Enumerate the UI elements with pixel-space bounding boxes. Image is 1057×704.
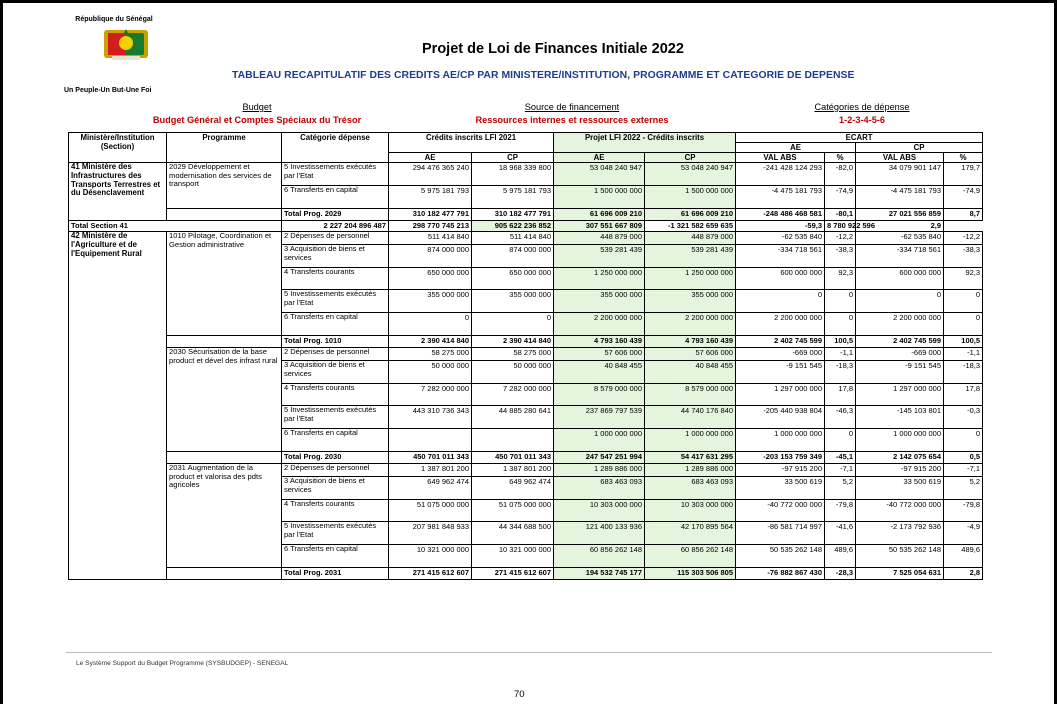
value-cell: 0 <box>944 290 983 313</box>
value-cell: 57 606 000 <box>554 348 645 361</box>
value-cell: 58 275 000 <box>389 348 472 361</box>
value-cell: 2,8 <box>944 568 983 580</box>
value-cell: 650 000 000 <box>472 268 554 290</box>
program-cell: 2029 Développement et modernisation des services de transport <box>167 163 282 209</box>
value-cell: 8,7 <box>944 209 983 221</box>
value-cell: 2 200 000 000 <box>645 313 736 336</box>
value-cell: 0 <box>825 429 856 452</box>
value-cell: 443 310 736 343 <box>389 406 472 429</box>
category-cell: 3 Acquisition de biens et services <box>282 477 389 500</box>
value-cell: 355 000 000 <box>645 290 736 313</box>
value-cell: 1 297 000 000 <box>856 384 944 406</box>
value-cell: 247 547 251 994 <box>554 452 645 464</box>
value-cell: -7,1 <box>944 464 983 477</box>
value-cell: 1 000 000 000 <box>554 429 645 452</box>
value-cell: -40 772 000 000 <box>736 500 825 522</box>
value-cell: 2 390 414 840 <box>389 336 472 348</box>
value-cell: 355 000 000 <box>472 290 554 313</box>
value-cell <box>472 429 554 452</box>
expense-categories-value: 1-2-3-4-5-6 <box>839 115 885 125</box>
value-cell <box>389 429 472 452</box>
category-cell: 5 Investissements exécutés par l'Etat <box>282 522 389 545</box>
value-cell: -82,0 <box>825 163 856 186</box>
program-total-row <box>69 452 983 464</box>
value-cell: 2,9 <box>856 221 944 232</box>
program-total-row <box>69 336 983 348</box>
value-cell: -2 173 792 936 <box>856 522 944 545</box>
value-cell: -86 581 714 997 <box>736 522 825 545</box>
value-cell: -74,9 <box>825 186 856 209</box>
value-cell: 7 282 000 000 <box>472 384 554 406</box>
category-cell: 4 Transferts courants <box>282 500 389 522</box>
value-cell: 0 <box>944 429 983 452</box>
value-cell: -97 915 200 <box>856 464 944 477</box>
value-cell: 874 000 000 <box>389 245 472 268</box>
value-cell: 600 000 000 <box>856 268 944 290</box>
value-cell: 50 000 000 <box>389 361 472 384</box>
value-cell: 60 856 262 148 <box>645 545 736 568</box>
value-cell: -74,9 <box>944 186 983 209</box>
value-cell: -12,2 <box>825 232 856 245</box>
col-ecart-ae-pct: % <box>825 153 856 163</box>
value-cell: 271 415 612 607 <box>472 568 554 580</box>
category-cell: 4 Transferts courants <box>282 268 389 290</box>
value-cell: -205 440 938 804 <box>736 406 825 429</box>
expense-categories-block <box>762 102 962 125</box>
value-cell: 2 200 000 000 <box>856 313 944 336</box>
table-row <box>69 232 983 245</box>
value-cell: 100,5 <box>944 336 983 348</box>
value-cell: 0 <box>389 313 472 336</box>
value-cell: 10 303 000 000 <box>554 500 645 522</box>
national-motto: Un Peuple-Un But-Une Foi <box>64 87 152 94</box>
value-cell: 450 701 011 343 <box>389 452 472 464</box>
value-cell: 310 182 477 791 <box>389 209 472 221</box>
value-cell: 683 463 093 <box>645 477 736 500</box>
country-name: République du Sénégal <box>75 16 153 23</box>
value-cell: 40 848 455 <box>645 361 736 384</box>
category-cell: 6 Transferts en capital <box>282 313 389 336</box>
value-cell: -7,1 <box>825 464 856 477</box>
value-cell: 355 000 000 <box>554 290 645 313</box>
value-cell: 57 606 000 <box>645 348 736 361</box>
value-cell: 60 856 262 148 <box>554 545 645 568</box>
value-cell: 649 962 474 <box>389 477 472 500</box>
value-cell: 7 282 000 000 <box>389 384 472 406</box>
program-total-label: Total Prog. 2030 <box>282 452 389 464</box>
value-cell: -334 718 561 <box>856 245 944 268</box>
value-cell: 489,6 <box>944 545 983 568</box>
category-cell: 5 Investissements exécutés par l'Etat <box>282 163 389 186</box>
value-cell: 650 000 000 <box>389 268 472 290</box>
value-cell: 2 402 745 599 <box>736 336 825 348</box>
col-ecart-ae-valabs: VAL ABS <box>736 153 825 163</box>
value-cell: 10 303 000 000 <box>645 500 736 522</box>
value-cell: -1 321 582 659 635 <box>645 221 736 232</box>
value-cell: 0 <box>736 290 825 313</box>
section-total-label: Total Section 41 <box>69 221 282 232</box>
value-cell: 307 551 667 809 <box>554 221 645 232</box>
value-cell: -248 486 468 581 <box>736 209 825 221</box>
section-total-row <box>69 221 983 232</box>
value-cell: 34 079 901 147 <box>856 163 944 186</box>
value-cell: 10 321 000 000 <box>472 545 554 568</box>
value-cell: 27 021 556 859 <box>856 209 944 221</box>
col-ecart-ae: AE <box>736 143 856 153</box>
category-cell: 5 Investissements exécutés par l'Etat <box>282 406 389 429</box>
value-cell: 2 227 204 896 487 <box>282 221 389 232</box>
value-cell: -0,3 <box>944 406 983 429</box>
value-cell: 53 048 240 947 <box>554 163 645 186</box>
value-cell: -4 475 181 793 <box>736 186 825 209</box>
value-cell: 44 344 688 500 <box>472 522 554 545</box>
value-cell: 17,8 <box>825 384 856 406</box>
budget-value: Budget Général et Comptes Spéciaux du Trésor <box>152 115 362 125</box>
value-cell: -28,3 <box>825 568 856 580</box>
value-cell: 649 962 474 <box>472 477 554 500</box>
funding-source-label: Source de financement <box>524 102 620 112</box>
value-cell: 50 535 262 148 <box>856 545 944 568</box>
category-cell: 6 Transferts en capital <box>282 545 389 568</box>
value-cell: 298 770 745 213 <box>389 221 472 232</box>
value-cell: 511 414 840 <box>389 232 472 245</box>
category-cell: 4 Transferts courants <box>282 384 389 406</box>
frame-left-border <box>0 0 3 704</box>
value-cell: 0,5 <box>944 452 983 464</box>
ministry-cell: 42 Ministère de l'Agriculture et de l'Equipement Rural <box>69 232 167 580</box>
value-cell: -46,3 <box>825 406 856 429</box>
value-cell: 0 <box>825 290 856 313</box>
funding-source-block <box>442 102 702 125</box>
header-row-1 <box>69 133 983 143</box>
value-cell: 2 402 745 599 <box>856 336 944 348</box>
value-cell: -669 000 <box>856 348 944 361</box>
category-cell: 6 Transferts en capital <box>282 429 389 452</box>
col-categorie: Catégorie dépense <box>282 133 389 163</box>
value-cell: -38,3 <box>825 245 856 268</box>
value-cell: 448 879 000 <box>645 232 736 245</box>
program-cell: 2031 Augmentation de la product et valorisa des pdts agricoles <box>167 464 282 568</box>
value-cell: 539 281 439 <box>645 245 736 268</box>
value-cell: 121 400 133 936 <box>554 522 645 545</box>
value-cell: 448 879 000 <box>554 232 645 245</box>
col-ministere: Ministère/Institution (Section) <box>69 133 167 163</box>
table-row <box>69 163 983 186</box>
value-cell: 0 <box>856 290 944 313</box>
footer-system-name: Le Système Support du Budget Programme (SYSBUDGEP) - SENEGAL <box>76 660 289 667</box>
value-cell: -76 882 867 430 <box>736 568 825 580</box>
value-cell: 53 048 240 947 <box>645 163 736 186</box>
value-cell: 61 696 009 210 <box>554 209 645 221</box>
coat-of-arms-icon <box>104 27 148 61</box>
budget-label: Budget <box>242 102 272 112</box>
value-cell: -41,6 <box>825 522 856 545</box>
value-cell: 310 182 477 791 <box>472 209 554 221</box>
value-cell: -45,1 <box>825 452 856 464</box>
program-total-spacer <box>167 568 282 580</box>
frame-top-border <box>0 0 1057 3</box>
value-cell: 450 701 011 343 <box>472 452 554 464</box>
value-cell: 355 000 000 <box>389 290 472 313</box>
funding-source-value: Ressources internes et ressources externes <box>475 115 669 125</box>
col-plfi2022-cp: CP <box>645 153 736 163</box>
value-cell: 2 142 075 654 <box>856 452 944 464</box>
category-cell: 2 Dépenses de personnel <box>282 232 389 245</box>
footer-divider <box>66 652 992 653</box>
col-programme: Programme <box>167 133 282 163</box>
value-cell: 115 303 506 805 <box>645 568 736 580</box>
budget-block <box>122 102 392 125</box>
value-cell: 7 525 054 631 <box>856 568 944 580</box>
value-cell: -62 535 840 <box>856 232 944 245</box>
value-cell: 54 417 631 295 <box>645 452 736 464</box>
program-total-label: Total Prog. 2031 <box>282 568 389 580</box>
value-cell: -145 103 801 <box>856 406 944 429</box>
col-plfi2022: Projet LFI 2022 - Crédits inscrits <box>554 133 736 153</box>
value-cell: -4 475 181 793 <box>856 186 944 209</box>
value-cell: 10 321 000 000 <box>389 545 472 568</box>
value-cell: -59,3 <box>736 221 825 232</box>
document-page <box>62 6 997 700</box>
value-cell: 33 500 619 <box>736 477 825 500</box>
value-cell: 2 200 000 000 <box>554 313 645 336</box>
ministry-cell: 41 Ministère des Infrastructures des Transports Terrestres et du Désenclavement <box>69 163 167 221</box>
value-cell: -1,1 <box>944 348 983 361</box>
value-cell: 179,7 <box>944 163 983 186</box>
category-cell: 3 Acquisition de biens et services <box>282 361 389 384</box>
value-cell: 17,8 <box>944 384 983 406</box>
value-cell: 61 696 009 210 <box>645 209 736 221</box>
table-row <box>69 348 983 361</box>
value-cell: 539 281 439 <box>554 245 645 268</box>
value-cell: 294 476 365 240 <box>389 163 472 186</box>
value-cell: 0 <box>944 313 983 336</box>
value-cell: 33 500 619 <box>856 477 944 500</box>
value-cell: 600 000 000 <box>736 268 825 290</box>
program-total-spacer <box>167 336 282 348</box>
value-cell: 4 793 160 439 <box>554 336 645 348</box>
value-cell: -79,8 <box>825 500 856 522</box>
value-cell: 1 387 801 200 <box>389 464 472 477</box>
value-cell: -38,3 <box>944 245 983 268</box>
value-cell: 1 250 000 000 <box>554 268 645 290</box>
value-cell: -9 151 545 <box>736 361 825 384</box>
table-row <box>69 464 983 477</box>
value-cell: 92,3 <box>825 268 856 290</box>
value-cell: -1,1 <box>825 348 856 361</box>
value-cell: 51 075 000 000 <box>389 500 472 522</box>
value-cell: 40 848 455 <box>554 361 645 384</box>
value-cell: -18,3 <box>825 361 856 384</box>
page-title: Projet de Loi de Finances Initiale 2022 <box>422 41 684 57</box>
value-cell: 1 387 801 200 <box>472 464 554 477</box>
value-cell: -334 718 561 <box>736 245 825 268</box>
value-cell: 207 981 848 933 <box>389 522 472 545</box>
value-cell: -241 428 124 293 <box>736 163 825 186</box>
program-cell: 2030 Sécurisation de la base product et dével des infrast rural <box>167 348 282 452</box>
col-ecart: ECART <box>736 133 983 143</box>
value-cell: 44 740 176 840 <box>645 406 736 429</box>
table-body <box>69 133 983 580</box>
value-cell: 905 622 236 852 <box>472 221 554 232</box>
value-cell: 50 000 000 <box>472 361 554 384</box>
value-cell: -79,8 <box>944 500 983 522</box>
col-lfi2021-ae: AE <box>389 153 472 163</box>
value-cell: 4 793 160 439 <box>645 336 736 348</box>
value-cell: -4,9 <box>944 522 983 545</box>
value-cell: 1 500 000 000 <box>554 186 645 209</box>
value-cell: -9 151 545 <box>856 361 944 384</box>
value-cell: 1 000 000 000 <box>645 429 736 452</box>
program-total-row <box>69 209 983 221</box>
value-cell: 2 390 414 840 <box>472 336 554 348</box>
value-cell: 1 500 000 000 <box>645 186 736 209</box>
value-cell: 1 289 886 000 <box>554 464 645 477</box>
value-cell: 194 532 745 177 <box>554 568 645 580</box>
value-cell: -62 535 840 <box>736 232 825 245</box>
col-plfi2022-ae: AE <box>554 153 645 163</box>
value-cell: 1 000 000 000 <box>856 429 944 452</box>
value-cell: 1 000 000 000 <box>736 429 825 452</box>
value-cell: -12,2 <box>944 232 983 245</box>
value-cell: 100,5 <box>825 336 856 348</box>
col-ecart-cp: CP <box>856 143 983 153</box>
credits-table <box>68 132 983 580</box>
value-cell: 1 297 000 000 <box>736 384 825 406</box>
value-cell: 489,6 <box>825 545 856 568</box>
program-total-label: Total Prog. 1010 <box>282 336 389 348</box>
category-cell: 2 Dépenses de personnel <box>282 464 389 477</box>
value-cell: 8 780 922 596 <box>825 221 856 232</box>
col-lfi2021-cp: CP <box>472 153 554 163</box>
value-cell: 237 869 797 539 <box>554 406 645 429</box>
expense-categories-label: Catégories de dépense <box>814 102 910 112</box>
program-cell: 1010 Pilotage, Coordination et Gestion administrative <box>167 232 282 336</box>
program-total-spacer <box>167 209 282 221</box>
program-total-label: Total Prog. 2029 <box>282 209 389 221</box>
value-cell: 5 975 181 793 <box>389 186 472 209</box>
value-cell: 511 414 840 <box>472 232 554 245</box>
value-cell: 1 289 886 000 <box>645 464 736 477</box>
value-cell: 8 579 000 000 <box>554 384 645 406</box>
category-cell: 5 Investissements exécutés par l'Etat <box>282 290 389 313</box>
value-cell: 874 000 000 <box>472 245 554 268</box>
value-cell: 683 463 093 <box>554 477 645 500</box>
value-cell: 8 579 000 000 <box>645 384 736 406</box>
value-cell: 44 885 280 641 <box>472 406 554 429</box>
value-cell: 0 <box>472 313 554 336</box>
value-cell: 18 968 339 800 <box>472 163 554 186</box>
col-lfi2021: Crédits inscrits LFI 2021 <box>389 133 554 153</box>
value-cell: 92,3 <box>944 268 983 290</box>
value-cell: -40 772 000 000 <box>856 500 944 522</box>
value-cell: -80,1 <box>825 209 856 221</box>
value-cell: 51 075 000 000 <box>472 500 554 522</box>
value-cell: 42 170 895 564 <box>645 522 736 545</box>
program-total-spacer <box>167 452 282 464</box>
value-cell: 2 200 000 000 <box>736 313 825 336</box>
page-number: 70 <box>514 689 525 700</box>
category-cell: 6 Transferts en capital <box>282 186 389 209</box>
value-cell: 5,2 <box>944 477 983 500</box>
value-cell: 58 275 000 <box>472 348 554 361</box>
value-cell: -669 000 <box>736 348 825 361</box>
col-ecart-cp-pct: % <box>944 153 983 163</box>
value-cell: 1 250 000 000 <box>645 268 736 290</box>
value-cell: 5,2 <box>825 477 856 500</box>
program-total-row <box>69 568 983 580</box>
category-cell: 2 Dépenses de personnel <box>282 348 389 361</box>
value-cell: 5 975 181 793 <box>472 186 554 209</box>
value-cell: -203 153 759 349 <box>736 452 825 464</box>
value-cell: 0 <box>825 313 856 336</box>
value-cell: -97 915 200 <box>736 464 825 477</box>
value-cell: 50 535 262 148 <box>736 545 825 568</box>
category-cell: 3 Acquisition de biens et services <box>282 245 389 268</box>
value-cell: -18,3 <box>944 361 983 384</box>
col-ecart-cp-valabs: VAL ABS <box>856 153 944 163</box>
value-cell: 271 415 612 607 <box>389 568 472 580</box>
page-subtitle: TABLEAU RECAPITULATIF DES CREDITS AE/CP PAR MINISTERE/INSTITUTION, PROGRAMME ET CATEGORIE DE DEPENSE <box>232 70 855 81</box>
